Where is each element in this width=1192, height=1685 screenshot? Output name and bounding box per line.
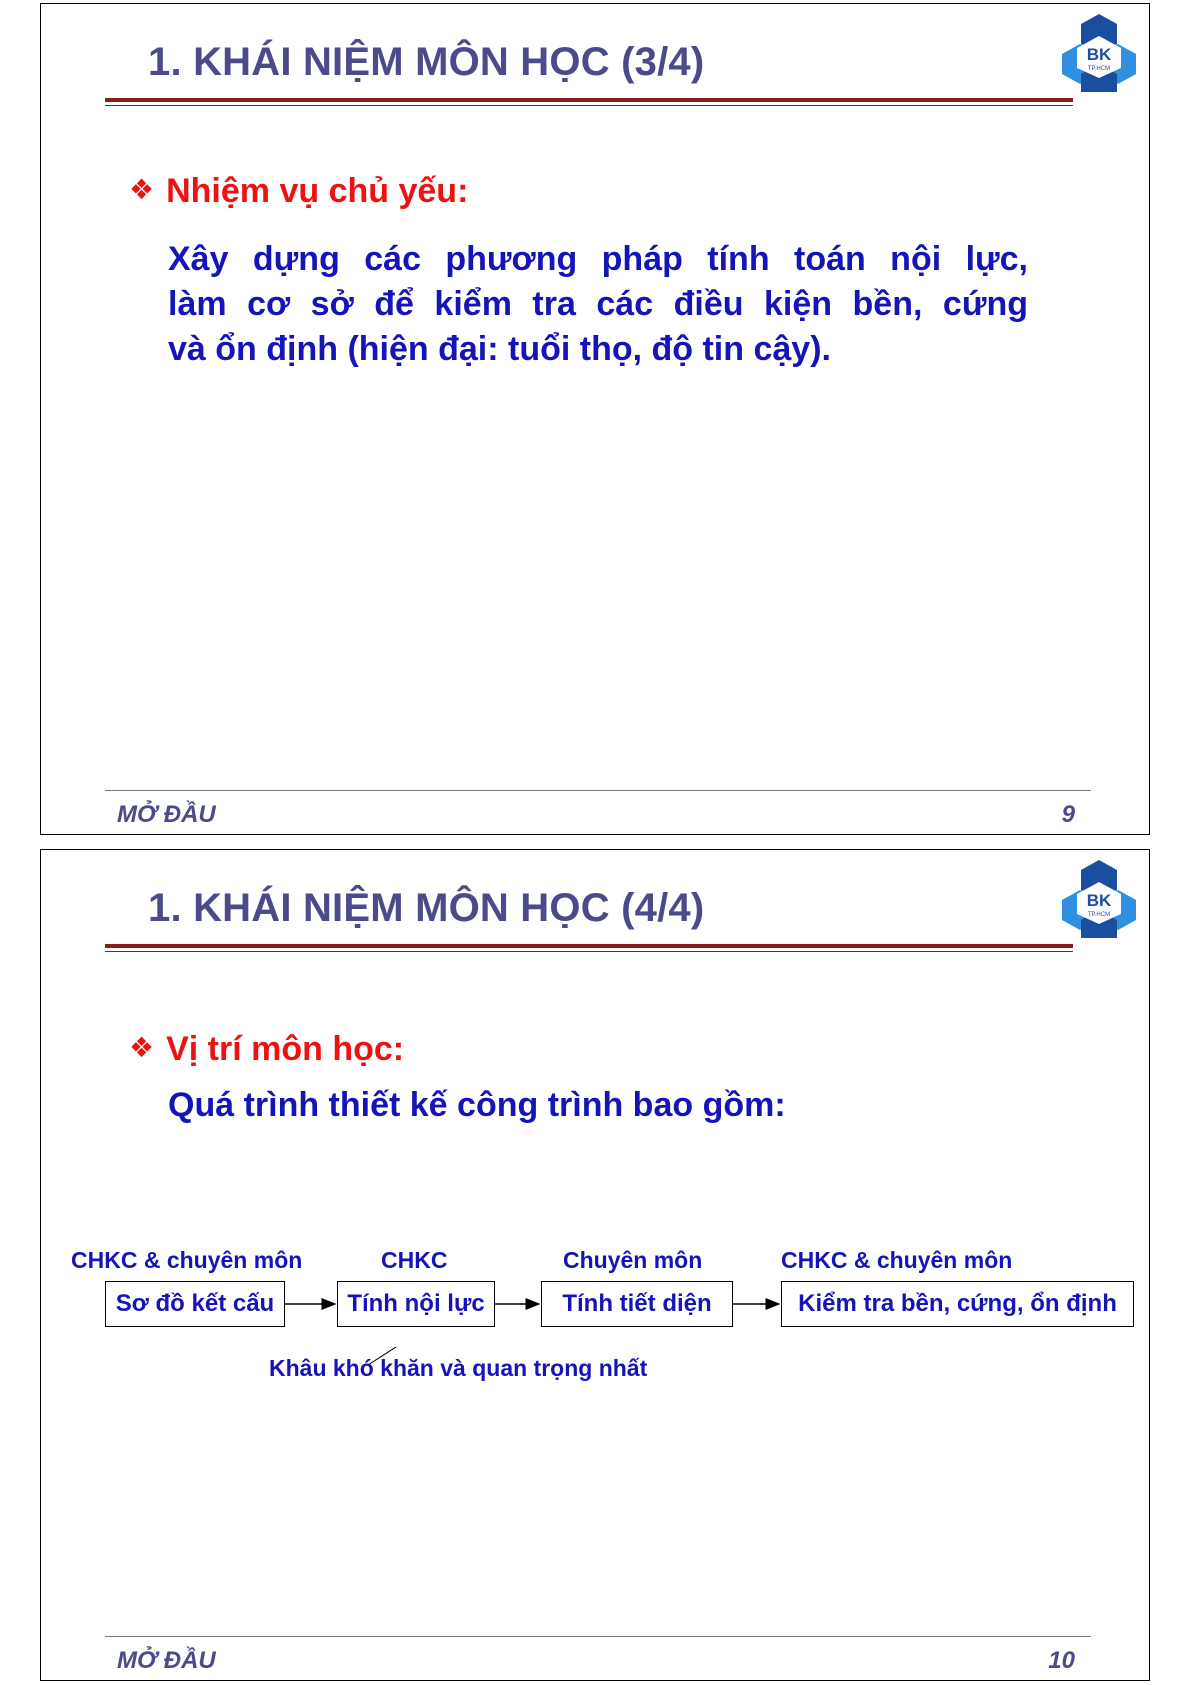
flow-arrows (41, 850, 1151, 1682)
flow-box-internal-force: Tính nội lực (337, 1281, 495, 1327)
footer-section: MỞ ĐẦU (117, 1647, 216, 1674)
logo-subtext: TP.HCM (1087, 66, 1111, 72)
diamond-bullet-icon: ❖ (129, 1032, 155, 1063)
flow-box-structure: Sơ đồ kết cấu (105, 1281, 285, 1327)
logo-text: BK (1086, 891, 1112, 910)
slide-title: 1. KHÁI NIỆM MÔN HỌC (3/4) (148, 40, 705, 84)
bullet-heading-text: Vị trí môn học: (166, 1030, 405, 1068)
title-underline-thin (105, 105, 1073, 106)
page-number: 9 (1061, 801, 1075, 828)
slide-9 (40, 3, 1150, 835)
diamond-bullet-icon: ❖ (129, 174, 155, 205)
flow-step-label: CHKC & chuyên môn (71, 1247, 303, 1273)
body-line: làm cơ sở để kiểm tra các điều kiện bền, cứng (168, 285, 1028, 323)
body-paragraph (168, 237, 1028, 372)
logo-text: BK (1086, 45, 1112, 64)
slide-10 (40, 849, 1150, 1681)
footer-divider (105, 790, 1091, 791)
flow-note: Khâu khó khăn và quan trọng nhất (269, 1355, 648, 1381)
bullet-heading (129, 172, 468, 211)
bullet-heading-text: Nhiệm vụ chủ yếu: (166, 172, 469, 210)
title-underline (105, 98, 1073, 102)
flow-box-section: Tính tiết diện (541, 1281, 733, 1327)
body-line: Quá trình thiết kế công trình bao gồm: (168, 1086, 786, 1124)
bk-logo-icon (1061, 12, 1137, 94)
flow-step-label: CHKC (381, 1247, 448, 1273)
body-line: và ổn định (hiện đại: tuổi thọ, độ tin cậy). (168, 330, 831, 368)
page-number: 10 (1048, 1647, 1075, 1674)
slide-title: 1. KHÁI NIỆM MÔN HỌC (4/4) (148, 886, 705, 930)
flow-step-label: Chuyên môn (563, 1247, 703, 1273)
footer-section: MỞ ĐẦU (117, 801, 216, 828)
body-line: Xây dựng các phương pháp tính toán nội lực, (168, 240, 1028, 278)
flow-box-check: Kiểm tra bền, cứng, ổn định (781, 1281, 1134, 1327)
footer-divider (105, 1636, 1091, 1637)
logo-subtext: TP.HCM (1087, 912, 1111, 918)
flow-step-label: CHKC & chuyên môn (781, 1247, 1013, 1273)
